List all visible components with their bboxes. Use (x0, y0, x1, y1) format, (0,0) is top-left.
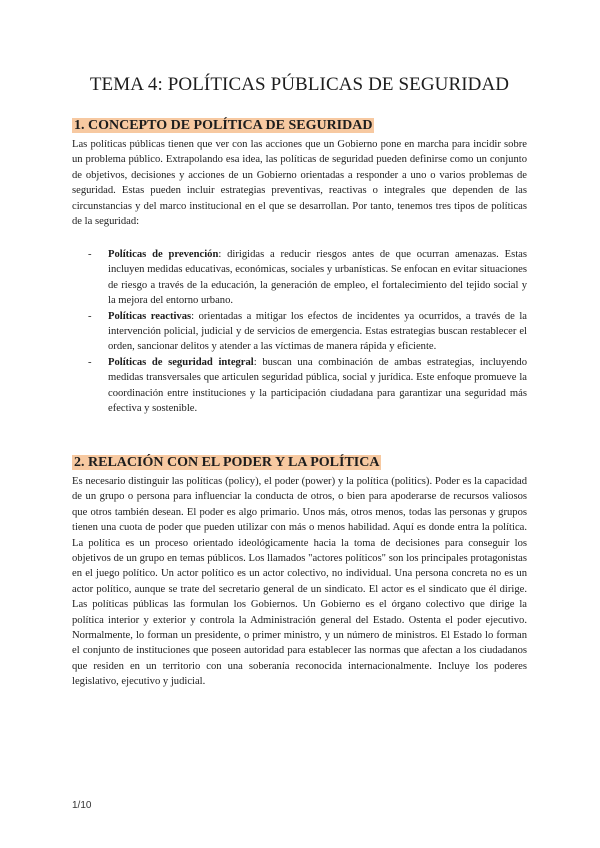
page-number: 1/10 (72, 800, 92, 811)
bullet-text: : dirigidas a reducir riesgos antes de que ocurran amenazas. Estas incluyen medidas educativas, económicas, sociales y urbanísticas. Se enfocan en evitar situaciones de riesgo a través de la educación, la generación de empleo, el fortalecimiento del tejido social y la mejora del entorno urbano. (108, 249, 527, 307)
bullet-dash: - (88, 356, 92, 368)
bullet-lead: Políticas reactivas (108, 310, 192, 322)
section-2-heading (72, 455, 381, 471)
bullet-dash: - (88, 249, 92, 260)
list-item (72, 247, 527, 309)
document-title: TEMA 4: POLÍTICAS PÚBLICAS DE SEGURIDAD (89, 74, 510, 95)
section-1-heading-text: 1. CONCEPTO DE POLÍTICA DE SEGURIDAD (74, 118, 373, 133)
policy-types-list (72, 247, 527, 416)
list-item (72, 355, 527, 417)
section-2-heading-text: 2. RELACIÓN CON EL PODER Y LA POLÍTICA (74, 455, 380, 470)
section-1-intro: Las políticas públicas tienen que ver con las acciones que un Gobierno pone en marcha para incidir sobre un problema público. Extrapolando esa idea, las políticas de seguridad pueden definirse como un conjunto de objetivos, decisiones y acciones de un Gobierno orientadas a responder a uno o varios problemas de seguridad. Estas pueden incluir estrategias preventivas, reactivas o integrales que dependen de las circunstancias y del marco institucional en el que se desarrollan. Por tanto, tenemos tres tipos de políticas de la seguridad: (72, 139, 527, 228)
section-2-body: Es necesario distinguir las políticas (policy), el poder (power) y la política (politics). Poder es la capacidad de un grupo o persona para influenciar la conducta de otros, o bien para apoderarse de recursos valiosos que otros también desean. El poder es algo primario. Unos más, otros menos, todas las personas y grupos tienen una cuota de poder que pueden utilizar con más o menos habilidad. Aquí es donde entra la política. La política es un proceso orientado ideológicamente hacia la toma de decisiones para conseguir los objetivos de un grupo en temas públicos. Los llamados "actores políticos" son los principales protagonistas en el juego político. Un actor político es un actor colectivo, no individual. Una persona concreta no es un actor político, aunque se trate del secretario general de un sindicato. El actor es el sindicato que él dirige. Las políticas públicas las formulan los Gobiernos. Un Gobierno es el órgano colectivo que dirige la política interior y exterior y controla la Administración general del Estado. Ostenta el poder ejecutivo. Normalmente, lo forman un presidente, o primer ministro, y un número de ministros. El Estado lo forman el conjunto de instituciones que poseen autoridad para establecer las normas que afectan a los ciudadanos que residen en un territorio con una soberanía reconocida internacionalmente. Incluye los poderes legislativo, ejecutivo y judicial. (72, 476, 527, 688)
bullet-text: : buscan una combinación de ambas estrategias, incluyendo medidas transversales que articulen seguridad pública, social y jurídica. Este enfoque promueve la coordinación entre instituciones y la participación ciudadana para garantizar una seguridad más efectiva y sostenible. (108, 356, 527, 415)
bullet-text: : orientadas a mitigar los efectos de incidentes ya ocurridos, a través de la intervención policial, judicial y de servicios de emergencia. Estas estrategias buscan restablecer el orden, sancionar delitos y atender a las víctimas de manera rápida y eficiente. (108, 310, 528, 353)
bullet-dash: - (88, 310, 92, 322)
list-item (72, 309, 527, 355)
section-1-heading (72, 118, 374, 134)
bullet-lead: Políticas de prevención (108, 249, 219, 260)
bullet-lead: Políticas de seguridad integral (108, 356, 254, 368)
